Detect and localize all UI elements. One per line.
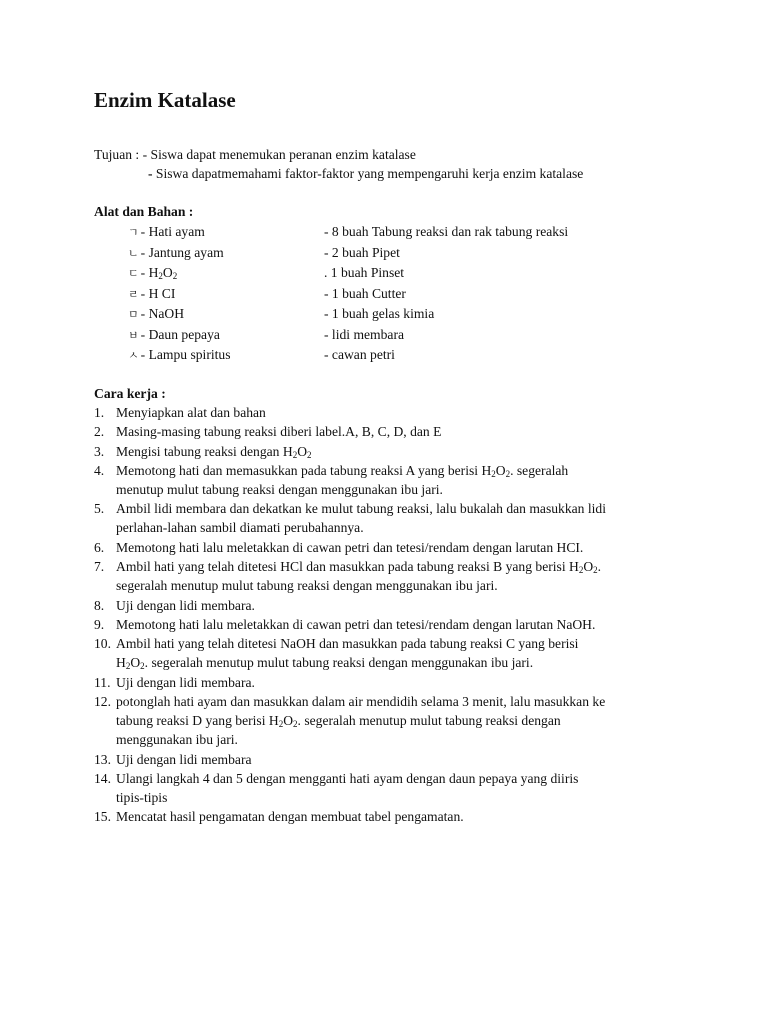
subscript: 2 [292, 450, 298, 460]
subscript: 2 [593, 565, 598, 575]
step-10-part: H [116, 655, 126, 670]
alat-left-6 [128, 326, 220, 345]
step-4-part: O [495, 463, 506, 478]
alat-left-1 [128, 223, 205, 242]
step-number: 9. [94, 617, 105, 632]
marker-mieum-icon: ㅁ [128, 308, 139, 321]
step-number: 3. [94, 444, 105, 459]
step-12-text-line-2 [116, 712, 561, 733]
subscript: 2 [307, 450, 312, 460]
alat-left-1-text: - Hati ayam [140, 224, 205, 239]
step-3-part: O [297, 444, 308, 459]
alat-right-2: - 2 buah Pipet [324, 245, 400, 260]
step-6-text: Memotong hati lalu meletakkan di cawan petri dan tetesi/rendam dengan larutan HCI. [116, 540, 584, 555]
step-12-part: . segeralah menutup mulut tabung reaksi dengan [297, 713, 561, 728]
step-1-text: Menyiapkan alat dan bahan [116, 405, 266, 420]
step-8-text: Uji dengan lidi membara. [116, 598, 255, 613]
alat-right-5: - 1 buah gelas kimia [324, 306, 435, 321]
alat-left-2 [128, 244, 224, 263]
alat-left-7-text: - Lampu spiritus [140, 347, 231, 362]
step-number: 12. [94, 694, 111, 709]
subscript: 2 [491, 469, 496, 479]
step-number: 2. [94, 424, 105, 439]
subscript: 2 [140, 661, 145, 671]
step-4-text-line-2: menutup mulut tabung reaksi dengan menggunakan ibu jari. [116, 482, 443, 497]
cara-kerja-heading: Cara kerja : [94, 386, 166, 401]
step-9-text: Memotong hati lalu meletakkan di cawan petri dan tetesi/rendam dengan larutan NaOH. [116, 617, 596, 632]
subscript: 2 [172, 271, 178, 281]
alat-right-1: - 8 buah Tabung reaksi dan rak tabung reaksi [324, 224, 569, 239]
alat-right-4: - 1 buah Cutter [324, 286, 406, 301]
subscript: 2 [125, 661, 131, 671]
step-4-part: Memotong hati dan memasukkan pada tabung reaksi A yang berisi H [116, 463, 492, 478]
step-number: 4. [94, 463, 105, 478]
document-title: Enzim Katalase [94, 88, 236, 112]
step-14-text-line-1: Ulangi langkah 4 dan 5 dengan mengganti hati ayam dengan daun pepaya yang diiris [116, 771, 579, 786]
alat-left-3-text: - H [140, 265, 159, 280]
marker-siot-icon: ㅅ [128, 349, 139, 362]
step-number: 10. [94, 636, 111, 651]
alat-left-4-text: - H CI [140, 286, 176, 301]
alat-left-6-text: - Daun pepaya [140, 327, 220, 342]
step-5-text-line-1: Ambil lidi membara dan dekatkan ke mulut tabung reaksi, lalu bukalah dan masukkan lidi [116, 501, 607, 516]
step-2-text: Masing-masing tabung reaksi diberi label.A, B, C, D, dan E [116, 424, 442, 439]
step-5-text-line-2: perlahan-lahan sambil diamati perubahannya. [116, 520, 364, 535]
step-number: 6. [94, 540, 105, 555]
alat-left-7 [128, 346, 231, 365]
step-number: 14. [94, 771, 111, 786]
marker-digeut-icon: ㄷ [128, 267, 139, 280]
step-12-text-line-3: menggunakan ibu jari. [116, 732, 238, 747]
step-4-text-line-1 [116, 462, 568, 483]
tujuan-line-2 [148, 165, 583, 183]
step-number: 5. [94, 501, 105, 516]
marker-giyeok-icon: ㄱ [128, 226, 139, 239]
marker-rieul-icon: ㄹ [128, 288, 139, 301]
step-7-part: . [597, 559, 602, 574]
step-11-text: Uji dengan lidi membara. [116, 675, 255, 690]
step-number: 7. [94, 559, 105, 574]
tujuan-item-1: - Siswa dapat menemukan peranan enzim katalase [142, 147, 416, 162]
subscript: 2 [158, 271, 163, 281]
alat-right-7: - cawan petri [324, 347, 395, 362]
step-3-part: Mengisi tabung reaksi dengan H [116, 444, 293, 459]
marker-nieun-icon: ㄴ [128, 247, 139, 260]
tujuan-label: Tujuan : [94, 147, 140, 162]
alat-right-6: - lidi membara [324, 327, 405, 342]
alat-bahan-heading: Alat dan Bahan : [94, 204, 194, 219]
step-number: 8. [94, 598, 105, 613]
step-number: 1. [94, 405, 105, 420]
step-number: 15. [94, 809, 111, 824]
alat-left-3 [128, 264, 177, 285]
alat-right-3: . 1 buah Pinset [324, 265, 405, 280]
alat-left-2-text: - Jantung ayam [140, 245, 224, 260]
subscript: 2 [578, 565, 584, 575]
step-10-part: . segeralah menutup mulut tabung reaksi dengan menggunakan ibu jari. [144, 655, 534, 670]
step-7-text-line-1 [116, 558, 601, 579]
step-3-text [116, 443, 312, 464]
step-14-text-line-2: tipis-tipis [116, 790, 168, 805]
subscript: 2 [293, 719, 298, 729]
step-13-text: Uji dengan lidi membara [116, 752, 252, 767]
step-15-text: Mencatat hasil pengamatan dengan membuat tabel pengamatan. [116, 809, 464, 824]
tujuan-item-2-dash: - [148, 166, 153, 181]
marker-bieup-icon: ㅂ [128, 329, 139, 342]
step-4-part: . segeralah [510, 463, 569, 478]
tujuan-item-2: Siswa dapatmemahami faktor-faktor yang mempengaruhi kerja enzim katalase [152, 166, 584, 181]
step-number: 13. [94, 752, 111, 767]
step-7-part: Ambil hati yang telah ditetesi HCl dan masukkan pada tabung reaksi B yang berisi H [116, 559, 579, 574]
step-10-part: O [130, 655, 141, 670]
subscript: 2 [278, 719, 284, 729]
step-12-part: tabung reaksi D yang berisi H [116, 713, 279, 728]
step-12-text-line-1: potonglah hati ayam dan masukkan dalam air mendidih selama 3 menit, lalu masukkan ke [116, 694, 606, 709]
alat-left-5 [128, 305, 184, 324]
step-12-part: O [283, 713, 294, 728]
alat-left-4 [128, 285, 175, 304]
tujuan-line-1 [94, 146, 416, 164]
step-10-text-line-2 [116, 654, 533, 675]
subscript: 2 [505, 469, 511, 479]
step-10-text-line-1: Ambil hati yang telah ditetesi NaOH dan masukkan pada tabung reaksi C yang berisi [116, 636, 579, 651]
step-number: 11. [94, 675, 111, 690]
step-7-text-line-2: segeralah menutup mulut tabung reaksi dengan menggunakan ibu jari. [116, 578, 498, 593]
alat-left-3-mid: O [162, 265, 173, 280]
alat-left-5-text: - NaOH [140, 306, 185, 321]
step-7-part: O [583, 559, 594, 574]
